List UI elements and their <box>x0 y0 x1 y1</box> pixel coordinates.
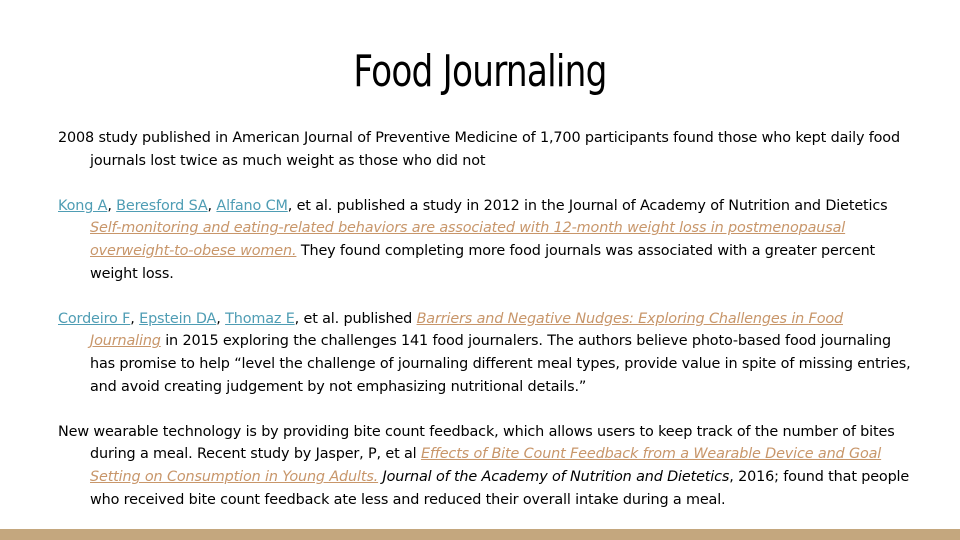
paragraph-text: in 2015 exploring the challenges 141 food journalers. The authors believe photo-based food journaling has promise to help “level the challenge of journaling different meal types, provide value in spite of missing entries, and avoid creating judgement by not emphasizing nutritional details.” <box>90 333 911 395</box>
slide-title: Food Journaling <box>353 46 607 97</box>
separator: , <box>130 310 140 327</box>
article-link-barriers-nudges[interactable]: Barriers and Negative Nudges: Exploring Challenges in Food Journaling <box>90 310 843 350</box>
paragraph-text: They found completing more food journals was associated with a greater percent weight loss. <box>90 242 876 282</box>
paragraph-text: , 2016; found that people who received bite count feedback ate less and reduced their overall intake during a meal. <box>90 468 910 508</box>
paragraph-text: , et al. published a study in 2012 in the Journal of Academy of Nutrition and Dietetics <box>287 197 888 214</box>
separator: , <box>107 197 117 214</box>
bottom-accent-bar <box>0 529 960 540</box>
article-link-bite-count[interactable]: Effects of Bite Count Feedback from a Wearable Device and Goal Setting on Consumption in Young Adults. <box>90 446 882 485</box>
separator: , <box>216 310 226 327</box>
author-link-beresford[interactable]: Beresford SA <box>116 197 208 214</box>
author-link-epstein[interactable]: Epstein DA <box>139 310 217 327</box>
paragraph-text: New wearable technology is by providing bite count feedback, which allows users to keep track of the number of bites during a meal. Recent study by Jasper, P, et al <box>58 423 895 463</box>
author-link-alfano[interactable]: Alfano CM <box>216 197 288 214</box>
slide-body <box>58 127 918 511</box>
article-link-self-monitoring[interactable]: Self-monitoring and eating-related behaviors are associated with 12-month weight loss in postmenopausal overweight-to-obese women. <box>90 220 846 259</box>
author-link-thomaz[interactable]: Thomaz E <box>225 310 295 327</box>
paragraph-text: , et al. published <box>294 310 417 327</box>
separator: , <box>207 197 217 214</box>
paragraph-2008-study <box>58 127 918 172</box>
paragraph-kong-study <box>58 195 918 285</box>
author-link-cordeiro[interactable]: Cordeiro F <box>58 310 131 327</box>
paragraph-text: 2008 study published in American Journal of Preventive Medicine of 1,700 participants found those who kept daily food journals lost twice as much weight as those who did not <box>58 130 900 169</box>
author-link-kong[interactable]: Kong A <box>58 197 108 214</box>
paragraph-bite-count <box>58 421 918 511</box>
paragraph-cordeiro-study <box>58 308 918 398</box>
journal-name: Journal of the Academy of Nutrition and Dietetics <box>382 468 730 485</box>
